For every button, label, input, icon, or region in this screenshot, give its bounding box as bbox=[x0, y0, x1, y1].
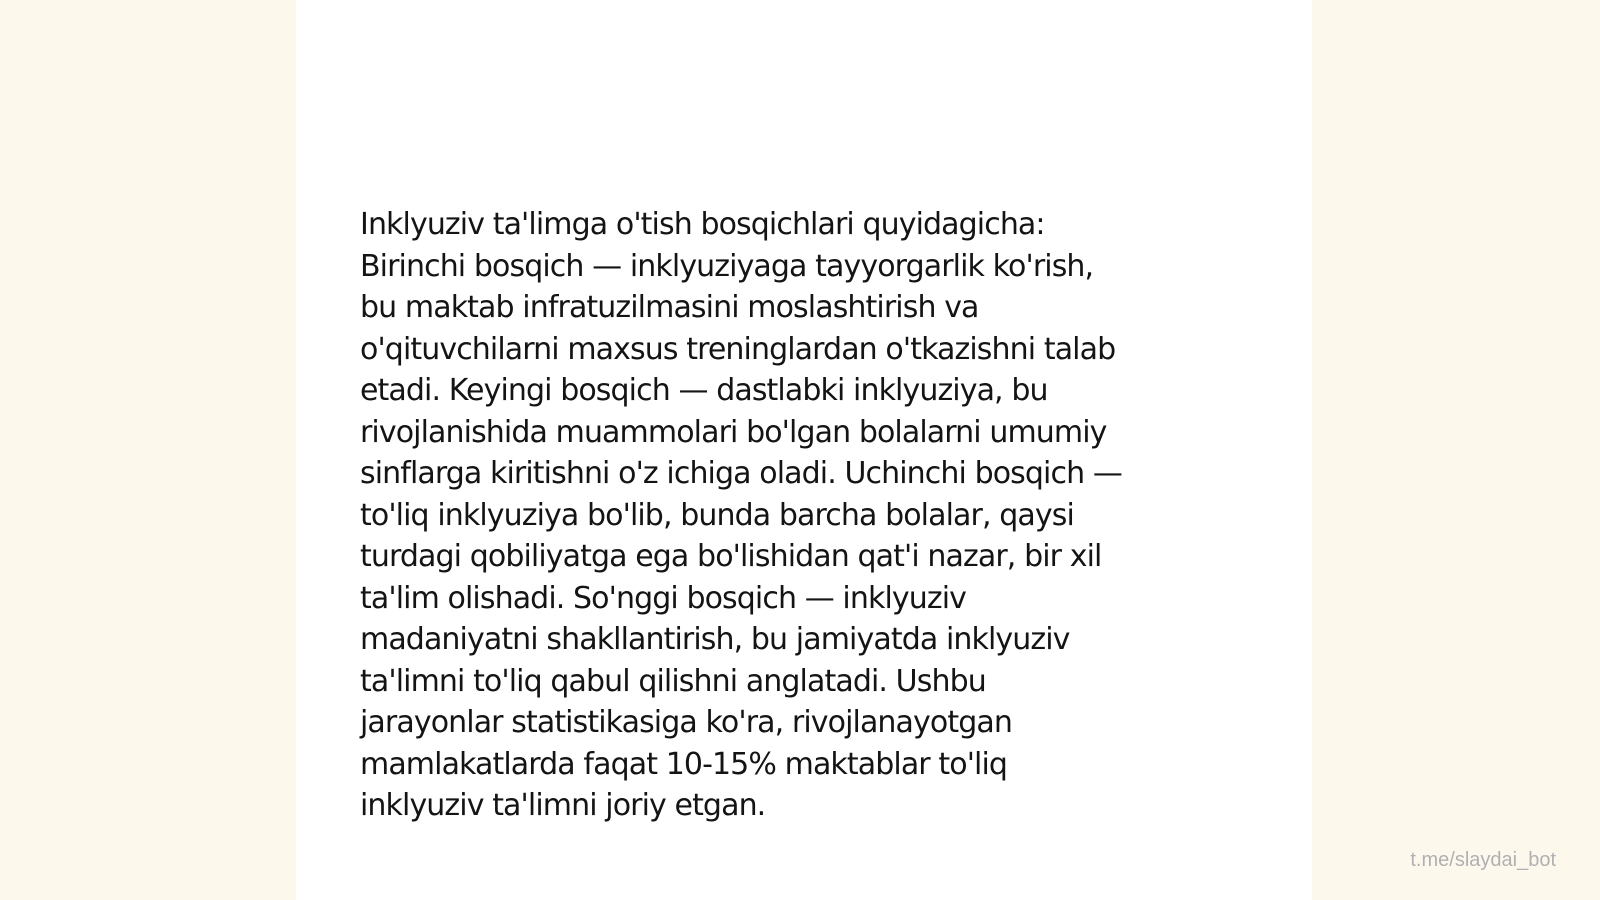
slide-body-text: Inklyuziv ta'limga o'tish bosqichlari quyidagicha: Birinchi bosqich — inklyuziyaga tayyorgarlik ko'rish, bu maktab infratuzilmasini moslashtirish va o'qituvchilarni maxsus treninglardan o'tkazishni talab etadi. Keyingi bosqich — dastlabki inklyuziya, bu rivojlanishida muammolari bo'lgan bolalarni umumiy sinflarga kiritishni o'z ichiga oladi. Uchinchi bosqich — to'liq inklyuziya bo'lib, bunda barcha bolalar, qaysi turdagi qobiliyatga ega bo'lishidan qat'i nazar, bir xil ta'lim olishadi. So'nggi bosqich — inklyuziv madaniyatni shakllantirish, bu jamiyatda inklyuziv ta'limni to'liq qabul qilishni anglatadi. Ushbu jarayonlar statistikasiga ko'ra, rivojlanayotgan mamlakatlarda faqat 10-15% maktablar to'liq inklyuziv ta'limni joriy etgan. bbox=[360, 207, 1122, 823]
watermark: t.me/slaydai_bot bbox=[1410, 849, 1556, 871]
slide-panel bbox=[296, 0, 1312, 900]
